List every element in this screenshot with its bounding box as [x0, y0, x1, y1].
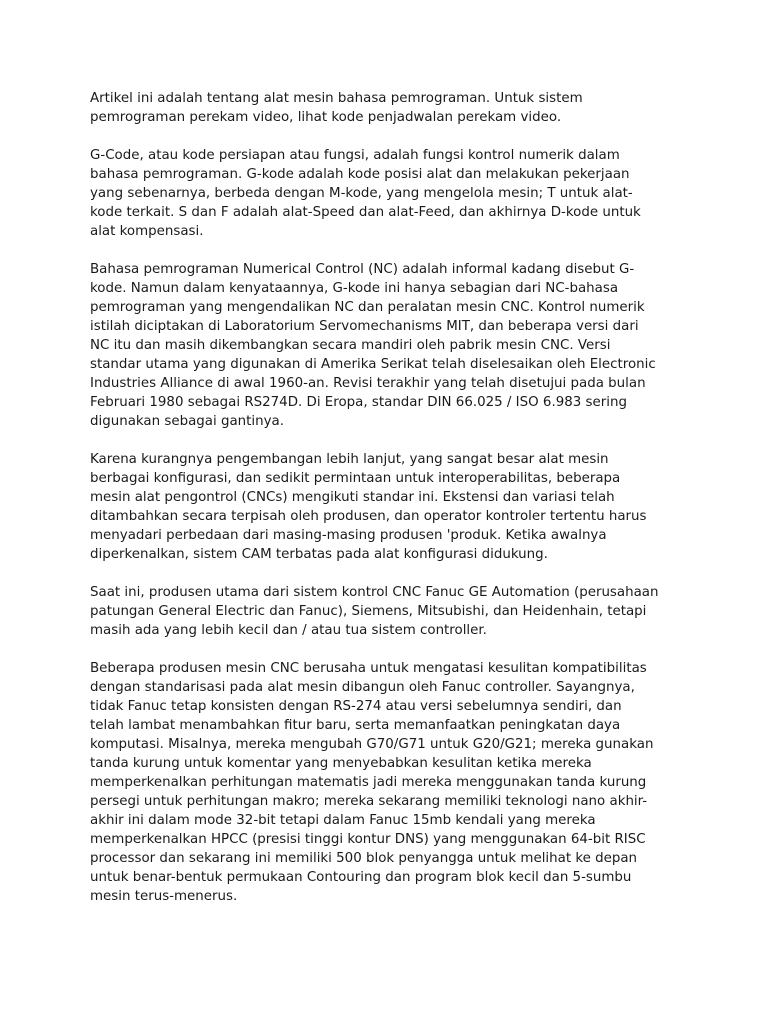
- text-line: akhir ini dalam mode 32-bit tetapi dalam Fanuc 15mb kendali yang mereka: [90, 813, 596, 828]
- text-line: masih ada yang lebih kecil dan / atau tua sistem controller.: [90, 623, 487, 638]
- text-line: Bahasa pemrograman Numerical Control (NC) adalah informal kadang disebut G-: [90, 262, 635, 277]
- text-line: standar utama yang digunakan di Amerika Serikat telah diselesaikan oleh Electronic: [90, 357, 656, 372]
- text-line: ditambahkan secara terpisah oleh produsen, dan operator kontroler tertentu harus: [90, 509, 647, 524]
- paragraph-4: [90, 450, 665, 564]
- text-line: digunakan sebagai gantinya.: [90, 414, 285, 429]
- paragraph-6: [90, 659, 665, 906]
- text-line: untuk benar-bentuk permukaan Contouring dan program blok kecil dan 5-sumbu: [90, 870, 632, 885]
- text-line: kode. Namun dalam kenyataannya, G-kode ini hanya sebagian dari NC-bahasa: [90, 281, 619, 296]
- text-line: diperkenalkan, sistem CAM terbatas pada alat konfigurasi didukung.: [90, 547, 548, 562]
- paragraph-1: [90, 89, 665, 127]
- paragraph-2: [90, 146, 665, 241]
- text-line: persegi untuk perhitungan makro; mereka sekarang memiliki teknologi nano akhir-: [90, 794, 648, 809]
- text-line: yang sebenarnya, berbeda dengan M-kode, yang mengelola mesin; T untuk alat-: [90, 186, 633, 201]
- text-line: Saat ini, produsen utama dari sistem kontrol CNC Fanuc GE Automation (perusahaan: [90, 585, 659, 600]
- text-line: istilah diciptakan di Laboratorium Servomechanisms MIT, dan beberapa versi dari: [90, 319, 639, 334]
- text-line: bahasa pemrograman. G-kode adalah kode posisi alat dan melakukan pekerjaan: [90, 167, 630, 182]
- text-line: Karena kurangnya pengembangan lebih lanjut, yang sangat besar alat mesin: [90, 452, 609, 467]
- text-line: dengan standarisasi pada alat mesin dibangun oleh Fanuc controller. Sayangnya,: [90, 680, 635, 695]
- text-line: alat kompensasi.: [90, 224, 204, 239]
- text-line: Artikel ini adalah tentang alat mesin bahasa pemrograman. Untuk sistem: [90, 91, 583, 106]
- text-line: mesin alat pengontrol (CNCs) mengikuti standar ini. Ekstensi dan variasi telah: [90, 490, 615, 505]
- text-line: pemrograman yang mengendalikan NC dan peralatan mesin CNC. Kontrol numerik: [90, 300, 645, 315]
- text-line: G-Code, atau kode persiapan atau fungsi, adalah fungsi kontrol numerik dalam: [90, 148, 620, 163]
- text-line: tanda kurung untuk komentar yang menyebabkan kesulitan ketika mereka: [90, 756, 592, 771]
- text-line: memperkenalkan HPCC (presisi tinggi kontur DNS) yang menggunakan 64-bit RISC: [90, 832, 646, 847]
- text-line: telah lambat menambahkan fitur baru, serta memanfaatkan peningkatan daya: [90, 718, 621, 733]
- text-line: berbagai konfigurasi, dan sedikit permintaan untuk interoperabilitas, beberapa: [90, 471, 621, 486]
- text-line: Industries Alliance di awal 1960-an. Revisi terakhir yang telah disetujui pada bulan: [90, 376, 646, 391]
- text-line: memperkenalkan perhitungan matematis jadi mereka menggunakan tanda kurung: [90, 775, 647, 790]
- text-line: komputasi. Misalnya, mereka mengubah G70/G71 untuk G20/G21; mereka gunakan: [90, 737, 654, 752]
- text-line: mesin terus-menerus.: [90, 889, 238, 904]
- text-line: tidak Fanuc tetap konsisten dengan RS-274 atau versi sebelumnya sendiri, dan: [90, 699, 622, 714]
- text-line: menyadari perbedaan dari masing-masing produsen 'produk. Ketika awalnya: [90, 528, 607, 543]
- document-page: [90, 89, 665, 925]
- paragraph-3: [90, 260, 665, 431]
- text-line: NC itu dan masih dikembangkan secara mandiri oleh pabrik mesin CNC. Versi: [90, 338, 611, 353]
- text-line: pemrograman perekam video, lihat kode penjadwalan perekam video.: [90, 110, 562, 125]
- paragraph-5: [90, 583, 665, 640]
- text-line: processor dan sekarang ini memiliki 500 blok penyangga untuk melihat ke depan: [90, 851, 638, 866]
- text-line: Beberapa produsen mesin CNC berusaha untuk mengatasi kesulitan kompatibilitas: [90, 661, 647, 676]
- text-line: kode terkait. S dan F adalah alat-Speed dan alat-Feed, dan akhirnya D-kode untuk: [90, 205, 641, 220]
- text-line: patungan General Electric dan Fanuc), Siemens, Mitsubishi, dan Heidenhain, tetapi: [90, 604, 647, 619]
- text-line: Februari 1980 sebagai RS274D. Di Eropa, standar DIN 66.025 / ISO 6.983 sering: [90, 395, 627, 410]
